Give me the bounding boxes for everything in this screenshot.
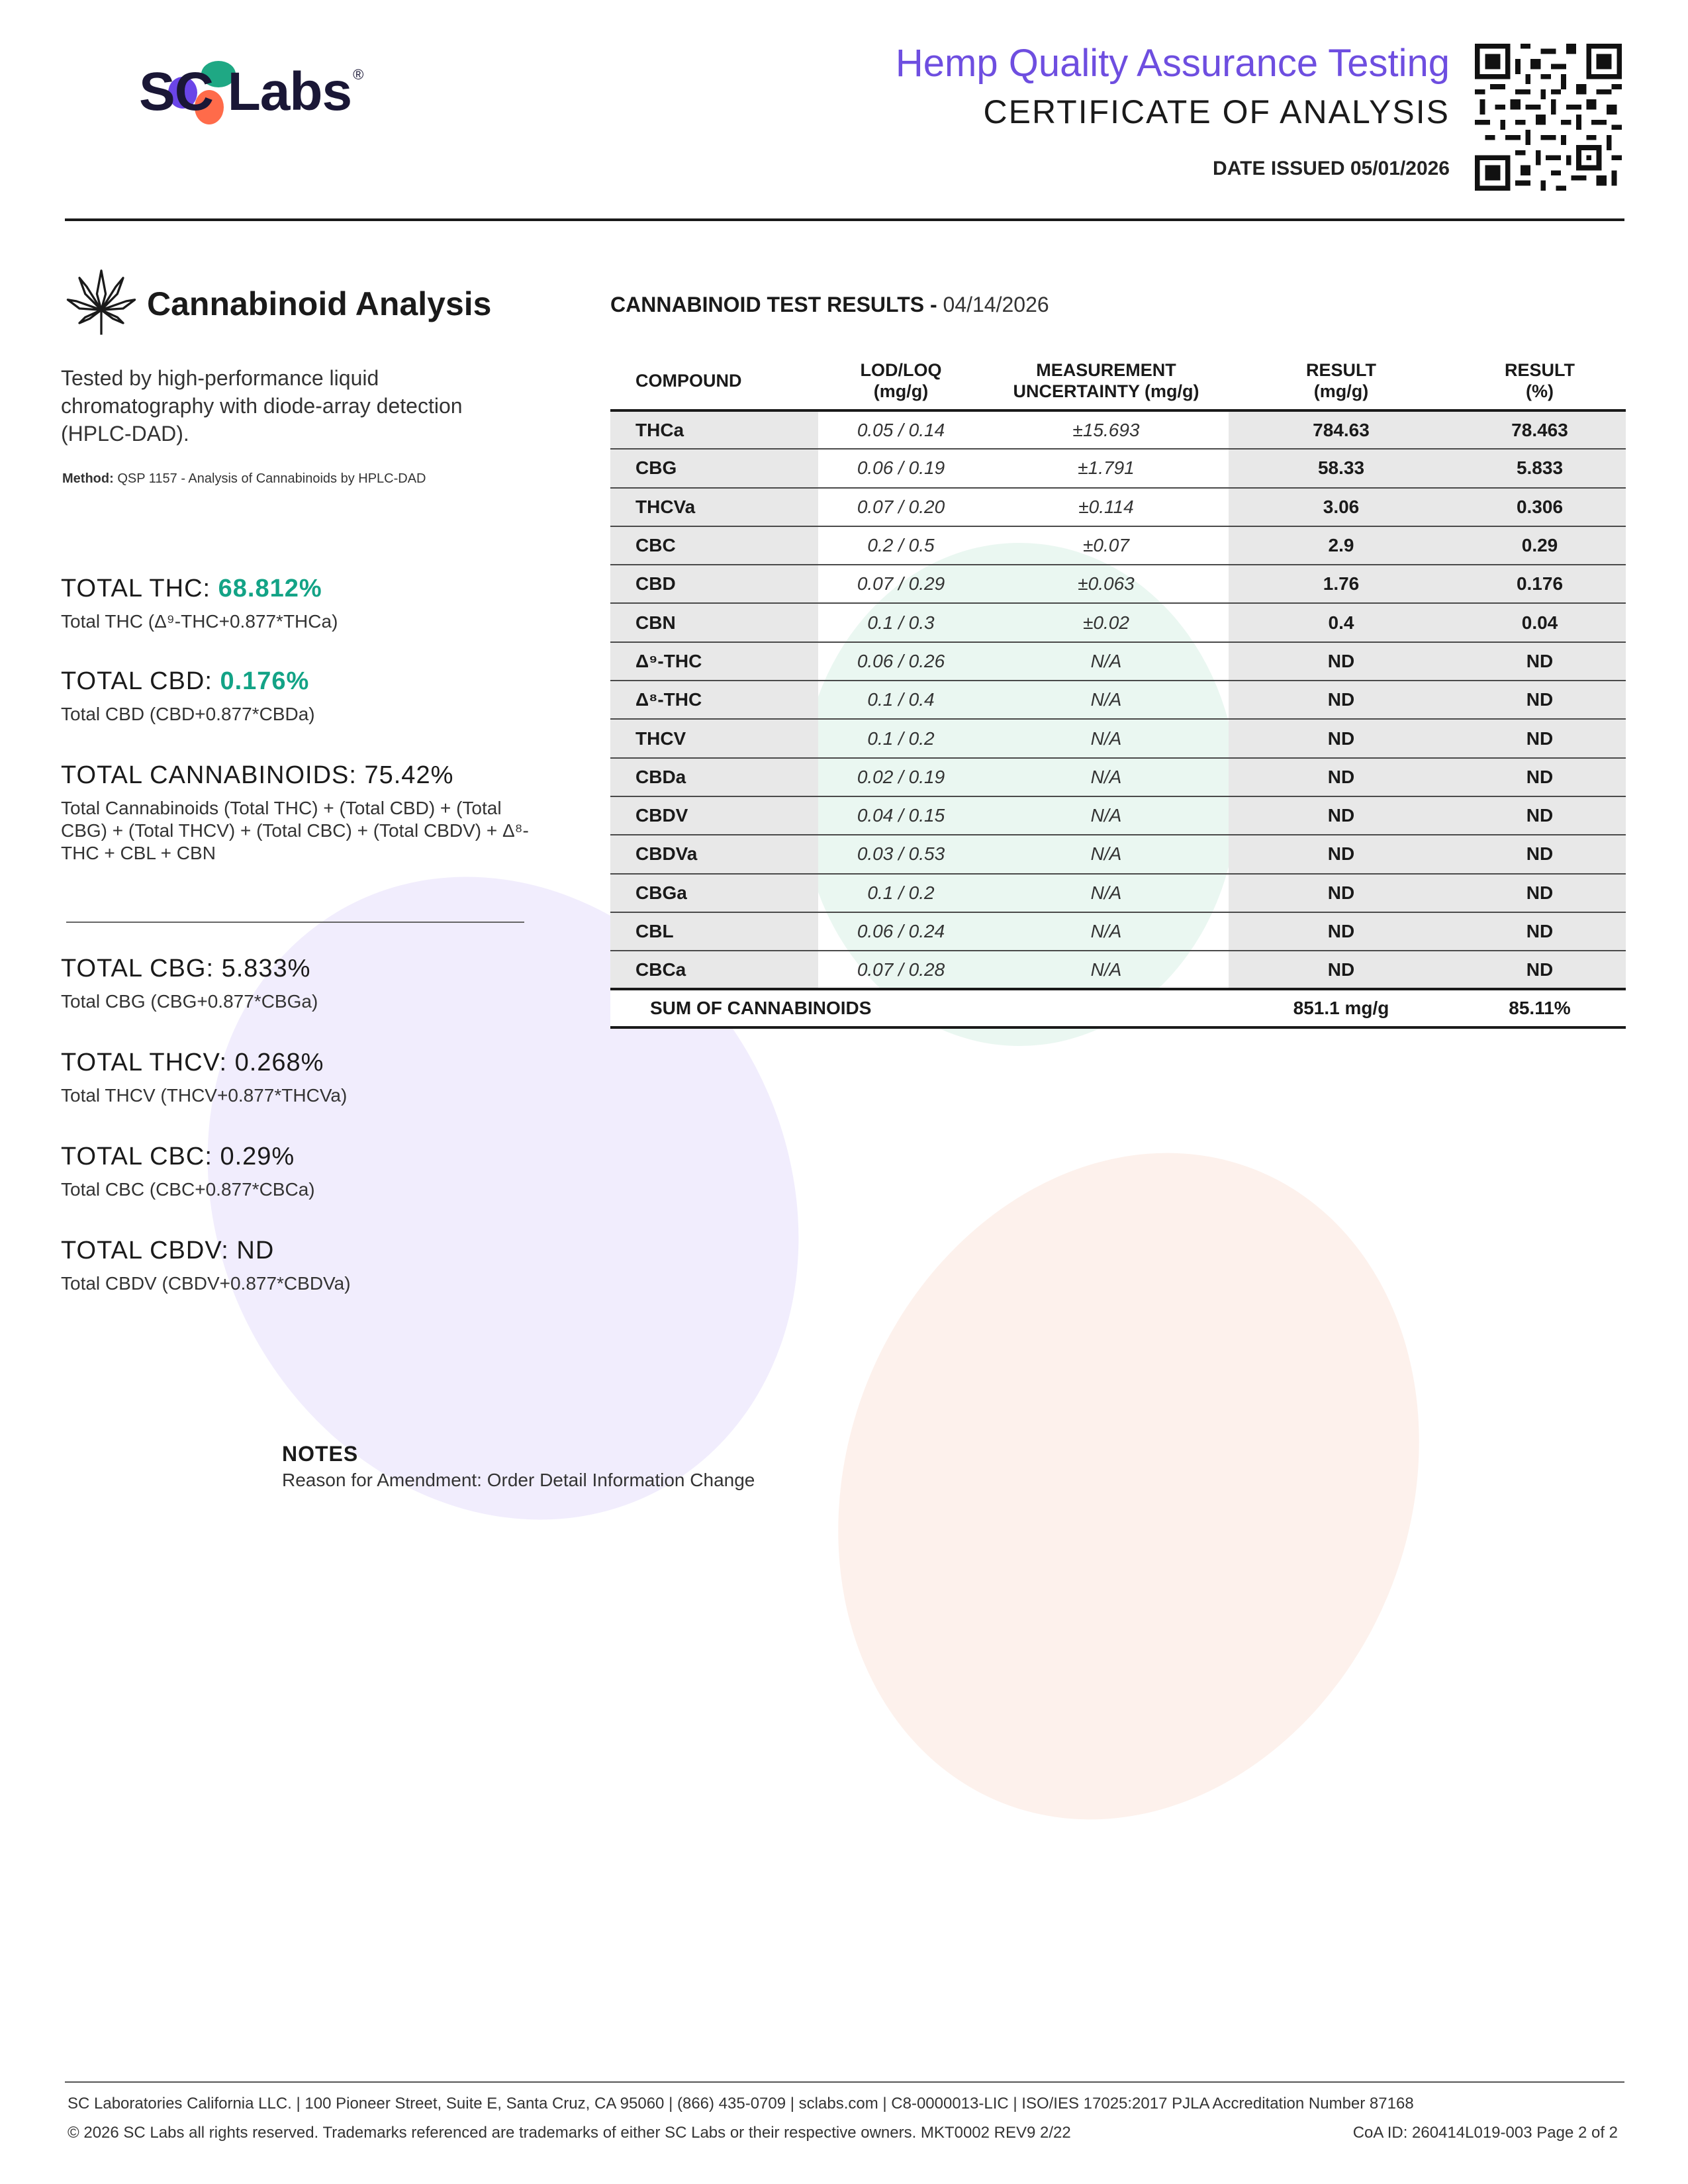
table-row <box>610 681 1626 719</box>
cell-rmg: ND <box>1229 912 1454 951</box>
cell-lod: 0.06 / 0.26 <box>818 642 984 681</box>
column-header-compound: COMPOUND <box>635 371 742 391</box>
header-divider <box>65 218 1624 221</box>
cell-unc: N/A <box>984 719 1229 757</box>
cell-lod: 0.06 / 0.19 <box>818 449 984 487</box>
cell-lod: 0.1 / 0.2 <box>818 874 984 912</box>
table-header-row <box>610 352 1626 410</box>
cell-unc: N/A <box>984 796 1229 835</box>
cell-rmg: 3.06 <box>1229 488 1454 526</box>
table-row <box>610 796 1626 835</box>
cell-compound: CBC <box>610 526 818 565</box>
cell-compound: CBDV <box>610 796 818 835</box>
cell-compound: CBDa <box>610 758 818 796</box>
table-row <box>610 758 1626 796</box>
cannabis-leaf-icon <box>65 265 138 338</box>
cell-rmg: 58.33 <box>1229 449 1454 487</box>
method-description: Tested by high-performance liquid chromatography with diode-array detection (HPLC-DAD). <box>61 366 463 446</box>
date-issued: DATE ISSUED 05/01/2026 <box>1213 158 1450 179</box>
qr-code-icon[interactable] <box>1475 44 1622 191</box>
cell-compound: CBN <box>610 603 818 641</box>
cell-unc: N/A <box>984 835 1229 873</box>
cell-rmg: 1.76 <box>1229 565 1454 603</box>
cell-unc: N/A <box>984 681 1229 719</box>
column-header-uncertainty: MEASUREMENT UNCERTAINTY (mg/g) <box>1013 360 1199 401</box>
column-header-result-mg: RESULT (mg/g) <box>1306 360 1376 401</box>
table-row <box>610 642 1626 681</box>
panel-divider <box>66 922 524 923</box>
cell-unc: N/A <box>984 874 1229 912</box>
cell-rpc: ND <box>1454 835 1626 873</box>
cell-rpc: ND <box>1454 642 1626 681</box>
cell-lod: 0.2 / 0.5 <box>818 526 984 565</box>
cell-unc: N/A <box>984 758 1229 796</box>
cell-rmg: ND <box>1229 951 1454 989</box>
cell-rpc: 0.04 <box>1454 603 1626 641</box>
cell-unc: ±15.693 <box>984 410 1229 449</box>
sum-cell: 851.1 mg/g <box>1229 989 1454 1027</box>
sum-cell: 85.11% <box>1454 989 1626 1027</box>
cell-lod: 0.1 / 0.2 <box>818 719 984 757</box>
cell-rpc: 0.176 <box>1454 565 1626 603</box>
table-row <box>610 719 1626 757</box>
cell-compound: Δ⁸-THC <box>610 681 818 719</box>
total-thc-formula: Total THC (Δ⁹-THC+0.877*THCa) <box>61 611 338 632</box>
sum-row <box>610 989 1626 1027</box>
total-cbg: TOTAL CBG: 5.833% <box>61 955 311 982</box>
cell-rmg: 784.63 <box>1229 410 1454 449</box>
total-thc: TOTAL THC: 68.812% <box>61 575 322 602</box>
table-row <box>610 526 1626 565</box>
cell-compound: CBL <box>610 912 818 951</box>
cell-rpc: ND <box>1454 719 1626 757</box>
cell-rmg: ND <box>1229 642 1454 681</box>
notes-heading: NOTES <box>282 1442 359 1466</box>
footer-address: SC Laboratories California LLC. | 100 Pioneer Street, Suite E, Santa Cruz, CA 95060 | (866) 435-0709 | sclabs.com | C8-0000013-LIC | ISO/IES 17025:2017 PJLA Accreditation Number 87168 <box>68 2095 1414 2113</box>
sum-cell: SUM OF CANNABINOIDS <box>610 989 1229 1027</box>
table-row <box>610 410 1626 449</box>
total-cbg-formula: Total CBG (CBG+0.877*CBGa) <box>61 991 318 1012</box>
cell-rmg: 0.4 <box>1229 603 1454 641</box>
cell-rmg: ND <box>1229 874 1454 912</box>
cell-unc: N/A <box>984 912 1229 951</box>
total-thcv-formula: Total THCV (THCV+0.877*THCVa) <box>61 1085 348 1106</box>
cell-unc: ±0.114 <box>984 488 1229 526</box>
cell-rpc: ND <box>1454 758 1626 796</box>
table-row <box>610 449 1626 487</box>
total-thcv: TOTAL THCV: 0.268% <box>61 1049 324 1076</box>
cell-rmg: ND <box>1229 835 1454 873</box>
cell-rpc: 78.463 <box>1454 410 1626 449</box>
cell-unc: ±0.063 <box>984 565 1229 603</box>
table-row <box>610 603 1626 641</box>
table-row <box>610 874 1626 912</box>
cell-unc: ±0.02 <box>984 603 1229 641</box>
cell-compound: CBGa <box>610 874 818 912</box>
cell-rmg: ND <box>1229 796 1454 835</box>
document-subtitle: CERTIFICATE OF ANALYSIS <box>983 93 1450 130</box>
cell-lod: 0.1 / 0.4 <box>818 681 984 719</box>
total-cbdv: TOTAL CBDV: ND <box>61 1237 275 1264</box>
column-header-lod: LOD/LOQ (mg/g) <box>860 360 942 401</box>
total-cbc-formula: Total CBC (CBC+0.877*CBCa) <box>61 1179 315 1200</box>
total-cannabinoids-formula: Total Cannabinoids (Total THC) + (Total CBD) + (Total CBG) + (Total THCV) + (Total CBC) + (Total CBDV) + Δ⁸-THC + CBL + CBN <box>61 798 529 863</box>
notes-text: Reason for Amendment: Order Detail Information Change <box>282 1470 755 1490</box>
results-table <box>610 352 1626 1029</box>
cell-lod: 0.02 / 0.19 <box>818 758 984 796</box>
total-cbd: TOTAL CBD: 0.176% <box>61 667 310 695</box>
footer-divider <box>65 2081 1624 2083</box>
table-row <box>610 912 1626 951</box>
footer-coa-id: CoA ID: 260414L019-003 Page 2 of 2 <box>1352 2124 1618 2142</box>
results-heading: CANNABINOID TEST RESULTS - 04/14/2026 <box>610 293 1049 316</box>
logo-text: SC Labs® <box>139 62 363 122</box>
cell-lod: 0.07 / 0.20 <box>818 488 984 526</box>
cell-compound: Δ⁹-THC <box>610 642 818 681</box>
cell-rpc: ND <box>1454 951 1626 989</box>
total-cbc: TOTAL CBC: 0.29% <box>61 1143 295 1170</box>
cell-unc: ±0.07 <box>984 526 1229 565</box>
cell-rpc: ND <box>1454 796 1626 835</box>
section-title: Cannabinoid Analysis <box>147 285 492 322</box>
cell-lod: 0.06 / 0.24 <box>818 912 984 951</box>
cell-rmg: 2.9 <box>1229 526 1454 565</box>
total-cbd-formula: Total CBD (CBD+0.877*CBDa) <box>61 704 315 724</box>
cell-compound: THCVa <box>610 488 818 526</box>
table-row <box>610 835 1626 873</box>
cell-rmg: ND <box>1229 681 1454 719</box>
cell-rpc: ND <box>1454 681 1626 719</box>
cell-compound: THCa <box>610 410 818 449</box>
cell-rpc: 5.833 <box>1454 449 1626 487</box>
cell-lod: 0.07 / 0.28 <box>818 951 984 989</box>
cell-lod: 0.07 / 0.29 <box>818 565 984 603</box>
cell-unc: N/A <box>984 951 1229 989</box>
cell-compound: CBDVa <box>610 835 818 873</box>
cell-rpc: 0.29 <box>1454 526 1626 565</box>
cell-rmg: ND <box>1229 758 1454 796</box>
cell-rpc: 0.306 <box>1454 488 1626 526</box>
cell-compound: THCV <box>610 719 818 757</box>
column-header-result-pct: RESULT (%) <box>1505 360 1575 401</box>
cell-lod: 0.04 / 0.15 <box>818 796 984 835</box>
cell-compound: CBCa <box>610 951 818 989</box>
document-title: Hemp Quality Assurance Testing <box>895 42 1450 85</box>
background-blob-peach <box>740 1065 1517 1907</box>
cell-unc: N/A <box>984 642 1229 681</box>
method-line: Method: QSP 1157 - Analysis of Cannabinoids by HPLC-DAD <box>62 471 426 486</box>
cell-compound: CBD <box>610 565 818 603</box>
cell-unc: ±1.791 <box>984 449 1229 487</box>
cell-rpc: ND <box>1454 874 1626 912</box>
cell-lod: 0.1 / 0.3 <box>818 603 984 641</box>
table-row <box>610 951 1626 989</box>
cell-rpc: ND <box>1454 912 1626 951</box>
cell-compound: CBG <box>610 449 818 487</box>
cell-lod: 0.05 / 0.14 <box>818 410 984 449</box>
table-row <box>610 488 1626 526</box>
total-cannabinoids: TOTAL CANNABINOIDS: 75.42% <box>61 761 454 789</box>
footer-copyright: © 2026 SC Labs all rights reserved. Trademarks referenced are trademarks of either SC Labs or their respective owners. MKT0002 REV9 2/22 <box>68 2124 1071 2142</box>
table-row <box>610 565 1626 603</box>
total-cbdv-formula: Total CBDV (CBDV+0.877*CBDVa) <box>61 1273 351 1294</box>
cell-lod: 0.03 / 0.53 <box>818 835 984 873</box>
cell-rmg: ND <box>1229 719 1454 757</box>
